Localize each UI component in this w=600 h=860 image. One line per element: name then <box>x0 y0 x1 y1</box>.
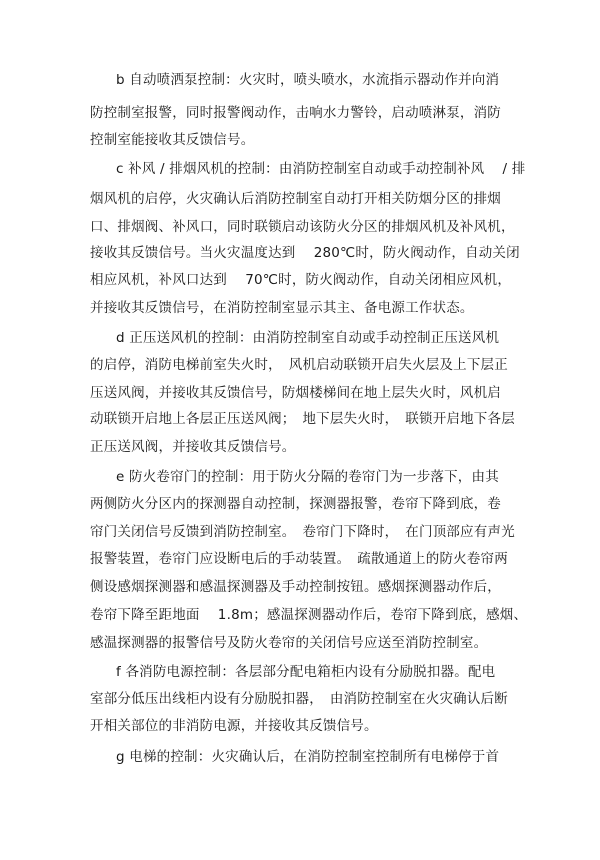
paragraph-f-line-1: f 各消防电源控制：各层部分配电箱柜内设有分励脱扣器。配电 <box>116 664 496 680</box>
paragraph-c-line-2: 烟风机的启停，火灾确认后消防控制室自动打开相关防烟分区的排烟 <box>90 191 501 207</box>
paragraph-d-line-4: 动联锁开启地上各层正压送风阀； 地下层失火时， 联锁开启地下各层 <box>90 411 515 427</box>
paragraph-e-line-4: 报警装置，卷帘门应设断电后的手动装置。 疏散通道上的防火卷帘两 <box>90 551 508 567</box>
paragraph-c-line-4: 接收其反馈信号。当火灾温度达到 280℃时，防火阀动作，自动关闭 <box>90 245 520 261</box>
paragraph-c-line-1: c 补风 / 排烟风机的控制：由消防控制室自动或手动控制补风 / 排 <box>116 161 526 177</box>
paragraph-d-line-2: 的启停，消防电梯前室失火时， 风机启动联锁开启失火层及上下层正 <box>90 357 508 373</box>
paragraph-e-line-6: 卷帘下降至距地面 1.8m；感温探测器动作后，卷帘下降到底，感烟、 <box>90 607 528 623</box>
paragraph-e-line-3: 帘门关闭信号反馈到消防控制室。 卷帘门下降时， 在门顶部应有声光 <box>90 524 515 540</box>
paragraph-d-line-3: 压送风阀，并接收其反馈信号，防烟楼梯间在地上层失火时，风机启 <box>90 385 501 401</box>
paragraph-c-line-3: 口、排烟阀、补风口，同时联锁启动该防火分区的排烟风机及补风机， <box>90 219 515 235</box>
paragraph-e-line-5: 侧设感烟探测器和感温探测器及手动控制按钮。感烟探测器动作后， <box>90 579 501 595</box>
paragraph-b-line-3: 控制室能接收其反馈信号。 <box>90 132 255 148</box>
paragraph-e-line-7: 感温探测器的报警信号及防火卷帘的关闭信号应送至消防控制室。 <box>90 635 488 651</box>
paragraph-b-line-2: 防控制室报警，同时报警阀动作，击响水力警铃，启动喷淋泵，消防 <box>90 105 501 121</box>
paragraph-f-line-3: 开相关部位的非消防电源，并接收其反馈信号。 <box>90 718 378 734</box>
paragraph-b-line-1: b 自动喷洒泵控制：火灾时，喷头喷水，水流指示器动作并向消 <box>116 72 500 88</box>
paragraph-c-line-6: 并接收其反馈信号，在消防控制室显示其主、备电源工作状态。 <box>90 300 474 316</box>
paragraph-e-line-1: e 防火卷帘门的控制：用于防火分隔的卷帘门为一步落下，由其 <box>116 469 499 485</box>
paragraph-c-line-5: 相应风机，补风口达到 70℃时，防火阀动作，自动关闭相应风机， <box>90 272 512 288</box>
paragraph-d-line-5: 正压送风阀，并接收其反馈信号。 <box>90 439 296 455</box>
paragraph-g-line-1: g 电梯的控制：火灾确认后，在消防控制室控制所有电梯停于首 <box>116 749 500 765</box>
paragraph-f-line-2: 室部分低压出线柜内设有分励脱扣器， 由消防控制室在火灾确认后断 <box>90 691 508 707</box>
paragraph-d-line-1: d 正压送风机的控制：由消防控制室自动或手动控制正压送风机 <box>116 330 500 346</box>
paragraph-e-line-2: 两侧防火分区内的探测器自动控制，探测器报警，卷帘下降到底，卷 <box>90 496 501 512</box>
